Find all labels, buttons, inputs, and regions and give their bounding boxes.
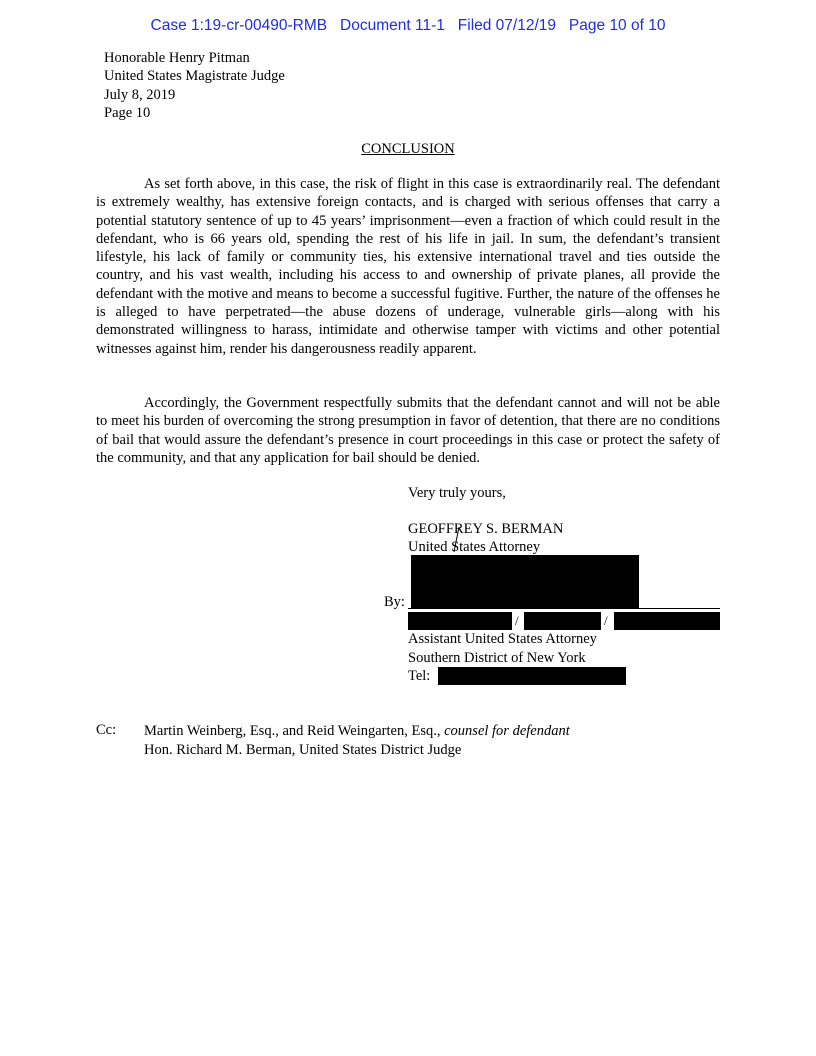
cc-recipient-1-text: Martin Weinberg, Esq., and Reid Weingarten, Esq., — [144, 723, 445, 739]
redacted-name-2 — [524, 612, 601, 630]
letter-date: July 8, 2019 — [104, 87, 176, 103]
addressee-title: United States Magistrate Judge — [104, 68, 285, 84]
redacted-name-1 — [408, 612, 512, 630]
redacted-phone — [438, 667, 626, 685]
addressee-name: Honorable Henry Pitman — [104, 50, 250, 66]
section-heading: CONCLUSION — [361, 141, 455, 157]
tel-label: Tel: — [408, 668, 431, 684]
court-filing-header: Case 1:19-cr-00490-RMB Document 11-1 Filed 07/12/19 Page 10 of 10 — [150, 17, 666, 34]
body-paragraph-1: As set forth above, in this case, the risk of flight in this case is extraordinarily real. The defendant is extremely wealthy, has extensive foreign contacts, and is charged with serious offenses that carry a potential statutory sentence of up to 45 years’ imprisonment—even a fraction of which could result in the defendant, who is 66 years old, spending the rest of his life in jail. In sum, the defendant’s transient lifestyle, his lack of family or community ties, his extensive international travel and ties outside the country, and his vast wealth, including his access to and ownership of private planes, all provide the defendant with the motive and means to become a successful fugitive. Further, the nature of the offenses he is alleged to have perpetrated—the abuse dozens of underage, vulnerable girls—along with his demonstrated willingness to harass, intimidate and otherwise tamper with victims and other potential witnesses against him, render his dangerousness readily apparent. — [96, 176, 720, 357]
signature-line — [408, 608, 720, 609]
signatory-district: Southern District of New York — [408, 650, 586, 666]
signature-stroke — [448, 526, 464, 554]
cc-recipient-1-role: counsel for defendant — [444, 723, 570, 739]
signatory-name: GEOFFREY S. BERMAN — [408, 521, 564, 537]
name-separator: / — [515, 613, 519, 628]
page-number: Page 10 — [104, 105, 151, 121]
cc-recipient-1 — [144, 722, 570, 740]
body-paragraph-2: Accordingly, the Government respectfully submits that the defendant cannot and will not be able to meet his burden of overcoming the strong presumption in favor of detention, that there are no conditions of bail that would assure the defendant’s presence in court proceedings in this case or protect the safety of the community, and that any application for bail should be denied. — [96, 395, 720, 466]
signatory-role: Assistant United States Attorney — [408, 631, 597, 647]
by-label: By: — [384, 594, 405, 610]
cc-recipient-2: Hon. Richard M. Berman, United States District Judge — [144, 742, 462, 758]
name-separator: / — [604, 613, 608, 628]
redacted-signature — [411, 555, 639, 609]
closing: Very truly yours, — [408, 485, 506, 501]
redacted-name-3 — [614, 612, 720, 630]
signatory-title: United States Attorney — [408, 539, 541, 555]
cc-label: Cc: — [96, 722, 117, 738]
